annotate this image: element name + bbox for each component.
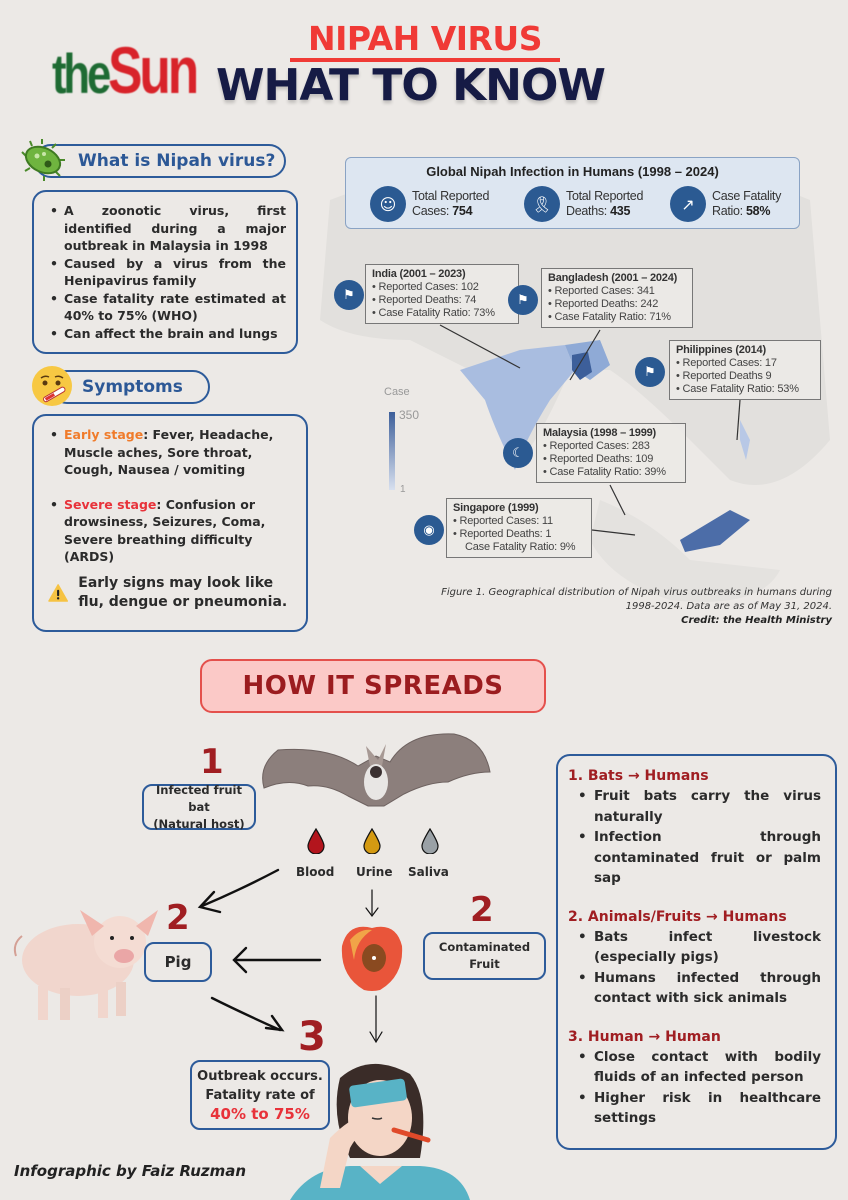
transmission-routes-card xyxy=(556,754,837,1150)
list-item: • Fruit bats carry the virus naturally xyxy=(568,786,821,827)
severe-stage-text: : Confusion or drowsiness, Seizures, Coma, Severe breathing difficulty (ARDS) xyxy=(64,496,266,564)
step-3-number: 3 xyxy=(298,1014,326,1060)
ribbon-icon: 🎗 xyxy=(524,186,560,222)
list-item: • Humans infected through contact with sick animals xyxy=(568,968,821,1009)
country-box-malaysia: Malaysia (1998 – 1999) • Reported Cases: 283 • Reported Deaths: 109 • Case Fatality Ratio: 39% xyxy=(536,423,686,483)
thesun-logo: theSun xyxy=(52,33,197,107)
infected-fruit-bat-label: Infected fruit bat (Natural host) xyxy=(142,784,256,830)
country-box-india: India (2001 – 2023) • Reported Cases: 102 • Reported Deaths: 74 • Case Fatality Ratio: 73% xyxy=(365,264,519,324)
symptoms-heading-text: Symptoms xyxy=(82,377,183,397)
route-heading: 2. Animals/Fruits → Humans xyxy=(568,908,787,925)
list-item: • A zoonotic virus, first identified during a major outbreak in Malaysia in 1998 xyxy=(48,202,286,255)
bangladesh-icon: ⚑ xyxy=(508,285,538,315)
warning-text: Early signs may look like flu, dengue or pneumonia. xyxy=(78,574,288,610)
outbreak-fatality-rate: 40% to 75% xyxy=(210,1104,310,1123)
malaysia-flag-icon: ☾ xyxy=(503,438,533,468)
stat-fatality-ratio: ↗ Case Fatality Ratio: 58% xyxy=(670,186,781,222)
country-box-singapore: Singapore (1999) • Reported Cases: 11 • Reported Deaths: 1 Case Fatality Ratio: 9% xyxy=(446,498,592,558)
saliva-label: Saliva xyxy=(408,865,449,879)
blood-drop-icon xyxy=(306,828,326,858)
stat-total-cases: ☺ Total Reported Cases: 754 xyxy=(370,186,489,222)
route-animals-humans xyxy=(568,907,821,1009)
route-bats-humans xyxy=(568,766,821,889)
pig-image xyxy=(8,896,164,1024)
list-item: • Can affect the brain and lungs xyxy=(48,325,286,343)
early-stage-text: : Fever, Headache, Muscle aches, Sore throat, Cough, Nausea / vomiting xyxy=(64,427,274,477)
list-item: • Close contact with bodily fluids of an infected person xyxy=(568,1047,821,1088)
philippines-icon: ⚑ xyxy=(635,357,665,387)
location-pin-icon: ◉ xyxy=(414,515,444,545)
list-item: • Infection through contaminated fruit or palm sap xyxy=(568,827,821,889)
urine-drop-icon xyxy=(362,828,382,858)
route-human-human xyxy=(568,1027,821,1129)
step-1-number: 1 xyxy=(200,742,224,782)
list-item: • Bats infect livestock (especially pigs) xyxy=(568,927,821,968)
step-2-pig-number: 2 xyxy=(166,898,190,938)
map-credit: Credit: the Health Ministry xyxy=(681,615,832,626)
blood-label: Blood xyxy=(296,865,335,879)
what-is-heading-text: What is Nipah virus? xyxy=(78,151,276,171)
step-2-fruit-number: 2 xyxy=(470,890,494,930)
how-it-spreads-heading: HOW IT SPREADS xyxy=(200,659,546,713)
urine-label: Urine xyxy=(356,865,393,879)
trend-chart-icon: ↗ xyxy=(670,186,706,222)
figure-caption: Figure 1. Geographical distribution of Nipah virus outbreaks in humans during 1998-2024. Data are as of May 31, 2024. Credit: the Health Ministry xyxy=(362,586,832,628)
india-icon: ⚑ xyxy=(334,280,364,310)
list-item: • Caused by a virus from the Henipavirus family xyxy=(48,255,286,290)
global-stats-title: Global Nipah Infection in Humans (1998 – 2024) xyxy=(426,164,719,179)
contaminated-fruit-label: Contaminated Fruit xyxy=(423,932,546,980)
legend-title: Case xyxy=(384,386,410,398)
outbreak-label: Outbreak occurs. Fatality rate of 40% to 75% xyxy=(190,1060,330,1130)
stat-total-deaths: 🎗 Total Reported Deaths: 435 xyxy=(524,186,643,222)
severe-stage-label: Severe stage xyxy=(64,496,157,512)
infographic-credit: Infographic by Faiz Ruzman xyxy=(14,1162,247,1180)
fruit-bat-image xyxy=(258,726,494,822)
early-stage-label: Early stage xyxy=(64,427,144,442)
saliva-drop-icon xyxy=(420,828,440,858)
sick-person-illustration xyxy=(290,1058,480,1200)
country-box-bangladesh: Bangladesh (2001 – 2024) • Reported Cases: 341 • Reported Deaths: 242 • Case Fatality Ratio: 71% xyxy=(541,268,693,328)
legend-min: 1 xyxy=(400,484,406,495)
pig-label: Pig xyxy=(144,942,212,982)
list-item: • Higher risk in healthcare settings xyxy=(568,1088,821,1129)
contaminated-fruit-image xyxy=(340,920,404,992)
patient-icon: ☺ xyxy=(370,186,406,222)
route-heading: 3. Human → Human xyxy=(568,1028,721,1045)
title-what-to-know: WHAT TO KNOW xyxy=(216,60,605,111)
country-box-philippines: Philippines (2014) • Reported Cases: 17 • Reported Deaths 9 • Case Fatality Ratio: 53% xyxy=(669,340,821,400)
route-heading: 1. Bats → Humans xyxy=(568,768,709,784)
list-item: • Case fatality rate estimated at 40% to 75% (WHO) xyxy=(48,290,286,325)
legend-max: 350 xyxy=(399,408,420,422)
title-nipah-virus: NIPAH VIRUS xyxy=(290,20,560,62)
